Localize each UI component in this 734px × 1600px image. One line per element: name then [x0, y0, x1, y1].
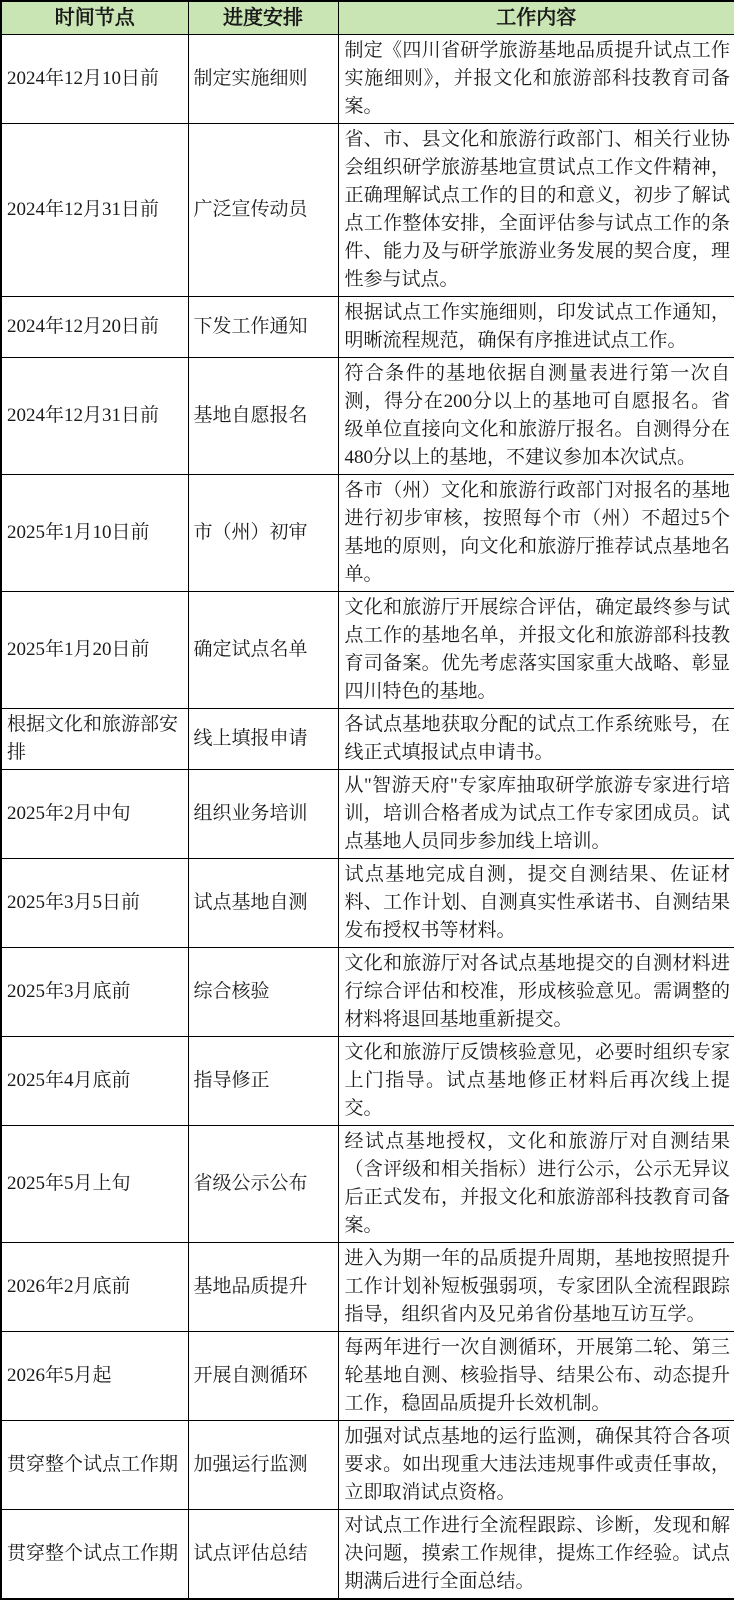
- time-cell: 2025年5月上旬: [1, 1126, 188, 1243]
- table-row: [1, 1243, 734, 1332]
- content-cell: 加强对试点基地的运行监测，确保其符合各项要求。如出现重大违法违规事件或责任事故，立即取消试点资格。: [338, 1421, 734, 1510]
- time-cell: 2024年12月10日前: [1, 35, 188, 124]
- time-cell: 贯穿整个试点工作期: [1, 1510, 188, 1600]
- content-cell: 制定《四川省研学旅游基地品质提升试点工作实施细则》，并报文化和旅游部科技教育司备案。: [338, 35, 734, 124]
- table-row: [1, 770, 734, 859]
- content-cell: 每两年进行一次自测循环，开展第二轮、第三轮基地自测、核验指导、结果公布、动态提升工作，稳固品质提升长效机制。: [338, 1332, 734, 1421]
- time-cell: 2025年2月中旬: [1, 770, 188, 859]
- content-cell: 根据试点工作实施细则，印发试点工作通知，明晰流程规范，确保有序推进试点工作。: [338, 297, 734, 358]
- content-cell: 各试点基地获取分配的试点工作系统账号，在线正式填报试点申请书。: [338, 709, 734, 770]
- time-cell: 2026年2月底前: [1, 1243, 188, 1332]
- time-cell: 2024年12月20日前: [1, 297, 188, 358]
- schedule-cell: 基地品质提升: [188, 1243, 338, 1332]
- content-cell: 文化和旅游厅开展综合评估，确定最终参与试点工作的基地名单，并报文化和旅游部科技教育司备案。优先考虑落实国家重大战略、彰显四川特色的基地。: [338, 592, 734, 709]
- header-cell-time: 时间节点: [1, 1, 188, 35]
- content-cell: 符合条件的基地依据自测量表进行第一次自测，得分在200分以上的基地可自愿报名。省级单位直接向文化和旅游厅报名。自测得分在480分以上的基地，不建议参加本次试点。: [338, 358, 734, 475]
- time-cell: 2025年1月20日前: [1, 592, 188, 709]
- schedule-cell: 开展自测循环: [188, 1332, 338, 1421]
- table-row: [1, 358, 734, 475]
- table-row: [1, 1126, 734, 1243]
- time-cell: 2025年4月底前: [1, 1037, 188, 1126]
- schedule-cell: 制定实施细则: [188, 35, 338, 124]
- schedule-cell: 加强运行监测: [188, 1421, 338, 1510]
- content-cell: 文化和旅游厅反馈核验意见，必要时组织专家上门指导。试点基地修正材料后再次线上提交。: [338, 1037, 734, 1126]
- table-row: [1, 475, 734, 592]
- schedule-cell: 指导修正: [188, 1037, 338, 1126]
- content-cell: 经试点基地授权，文化和旅游厅对自测结果（含评级和相关指标）进行公示，公示无异议后正式发布，并报文化和旅游部科技教育司备案。: [338, 1126, 734, 1243]
- schedule-cell: 下发工作通知: [188, 297, 338, 358]
- schedule-cell: 试点评估总结: [188, 1510, 338, 1600]
- content-cell: 进入为期一年的品质提升周期，基地按照提升工作计划补短板强弱项，专家团队全流程跟踪指导，组织省内及兄弟省份基地互访互学。: [338, 1243, 734, 1332]
- content-cell: 试点基地完成自测，提交自测结果、佐证材料、工作计划、自测真实性承诺书、自测结果发布授权书等材料。: [338, 859, 734, 948]
- table-row: [1, 297, 734, 358]
- time-cell: 2024年12月31日前: [1, 124, 188, 297]
- schedule-cell: 广泛宣传动员: [188, 124, 338, 297]
- content-cell: 各市（州）文化和旅游行政部门对报名的基地进行初步审核，按照每个市（州）不超过5个基地的原则，向文化和旅游厅推荐试点基地名单。: [338, 475, 734, 592]
- header-cell-content: 工作内容: [338, 1, 734, 35]
- table-row: [1, 1332, 734, 1421]
- schedule-cell: 线上填报申请: [188, 709, 338, 770]
- content-cell: 文化和旅游厅对各试点基地提交的自测材料进行综合评估和校准，形成核验意见。需调整的材料将退回基地重新提交。: [338, 948, 734, 1037]
- schedule-cell: 试点基地自测: [188, 859, 338, 948]
- time-cell: 贯穿整个试点工作期: [1, 1421, 188, 1510]
- table-row: [1, 709, 734, 770]
- header-cell-schedule: 进度安排: [188, 1, 338, 35]
- schedule-cell: 基地自愿报名: [188, 358, 338, 475]
- table-row: [1, 1037, 734, 1126]
- table-row: [1, 948, 734, 1037]
- content-cell: 从"智游天府"专家库抽取研学旅游专家进行培训，培训合格者成为试点工作专家团成员。试点基地人员同步参加线上培训。: [338, 770, 734, 859]
- table-row: [1, 1421, 734, 1510]
- time-cell: 2025年3月5日前: [1, 859, 188, 948]
- table-row: [1, 859, 734, 948]
- table-row: [1, 35, 734, 124]
- schedule-cell: 综合核验: [188, 948, 338, 1037]
- table-header-row: [1, 1, 734, 35]
- content-cell: 对试点工作进行全流程跟踪、诊断，发现和解决问题，摸索工作规律，提炼工作经验。试点期满后进行全面总结。: [338, 1510, 734, 1600]
- content-cell: 省、市、县文化和旅游行政部门、相关行业协会组织研学旅游基地宣贯试点工作文件精神，正确理解试点工作的目的和意义，初步了解试点工作整体安排，全面评估参与试点工作的条件、能力及与研学旅游业务发展的契合度，理性参与试点。: [338, 124, 734, 297]
- schedule-cell: 组织业务培训: [188, 770, 338, 859]
- schedule-cell: 省级公示公布: [188, 1126, 338, 1243]
- table-row: [1, 592, 734, 709]
- time-cell: 2024年12月31日前: [1, 358, 188, 475]
- schedule-cell: 确定试点名单: [188, 592, 338, 709]
- time-cell: 2025年1月10日前: [1, 475, 188, 592]
- schedule-cell: 市（州）初审: [188, 475, 338, 592]
- table-row: [1, 1510, 734, 1600]
- table-row: [1, 124, 734, 297]
- time-cell: 2025年3月底前: [1, 948, 188, 1037]
- time-cell: 2026年5月起: [1, 1332, 188, 1421]
- time-cell: 根据文化和旅游部安排: [1, 709, 188, 770]
